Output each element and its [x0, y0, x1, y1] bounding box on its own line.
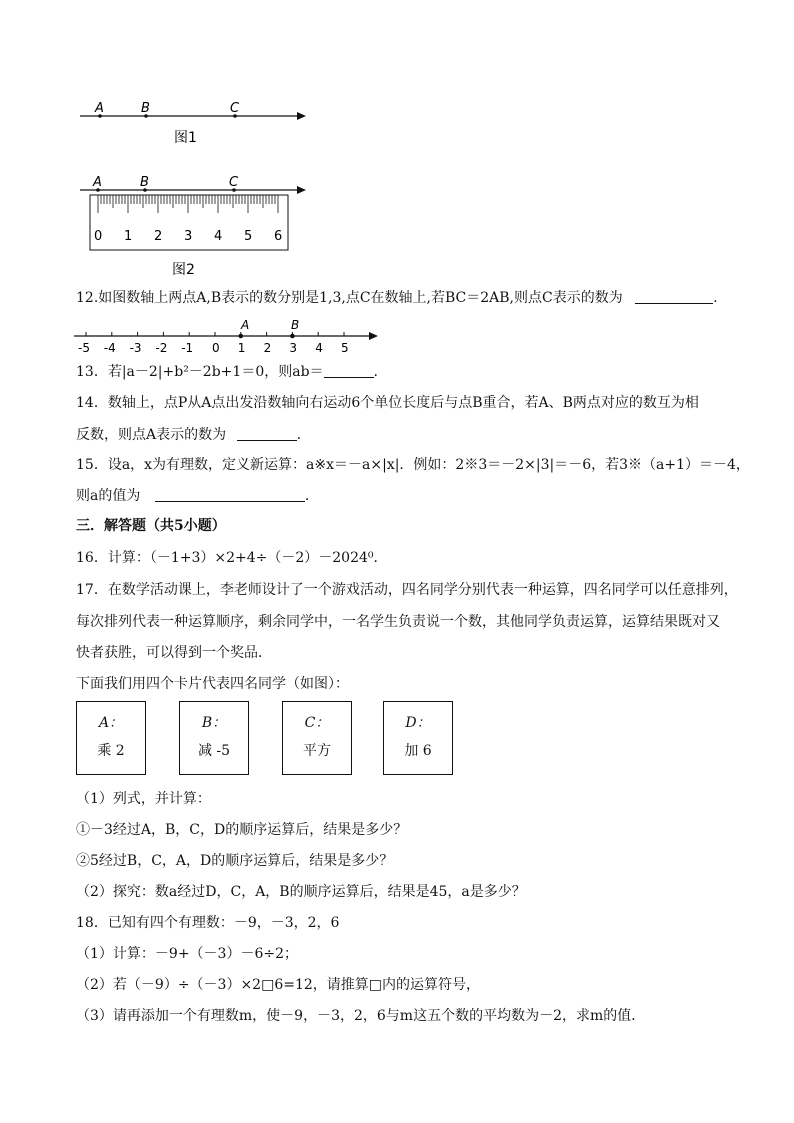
card-b-label: B：	[201, 715, 227, 731]
card-b-op: 减 -5	[197, 743, 231, 759]
number-line-label: -2	[155, 341, 168, 355]
q18-part3: （3）请再添加一个有理数m，使－9，－3，2，6与m这五个数的平均数为－2，求m的值．	[76, 1008, 646, 1024]
number-line-label: -3	[129, 341, 142, 355]
card-a-label: A：	[98, 715, 124, 731]
number-line-label: 5	[341, 341, 349, 355]
question-15-line1: 15．设a，x为有理数，定义新运算：a※x＝－a×|x|．例如：2※3＝－2×|3|＝－6，若3※（a+1）＝－4，	[76, 457, 750, 473]
q14-answer-blank[interactable]	[237, 426, 297, 441]
card-c-label: C：	[304, 715, 330, 731]
card-d-op: 加 6	[404, 743, 432, 759]
q17-part1a: ①－3经过A，B，C，D的顺序运算后，结果是多少？	[76, 822, 408, 838]
number-line-label: -1	[181, 341, 194, 355]
ruler-label: 0	[94, 229, 103, 244]
ruler-label: 6	[274, 229, 283, 244]
fig1-point-c: C	[230, 101, 240, 116]
question-15-line2: 则a的值为 .	[76, 488, 310, 504]
card-c-op: 平方	[303, 743, 331, 759]
fig2-point-a: A	[93, 175, 102, 190]
q17-part1: （1）列式，并计算：	[76, 791, 211, 807]
question-12: 12.如图数轴上两点A,B表示的数分别是1,3,点C在数轴上,若BC＝2AB,则点C表示的数为 .	[76, 290, 718, 306]
card-a	[76, 701, 146, 775]
question-16: 16．计算：（－1+3）×2+4÷（－2）－2024⁰．	[76, 550, 388, 566]
q12-answer-blank[interactable]	[635, 289, 713, 304]
number-line-label: 2	[263, 341, 272, 355]
card-d-label: D：	[405, 715, 431, 731]
fig1-caption: 图1	[174, 130, 197, 146]
number-line-label: 0	[212, 341, 220, 355]
card-a-op: 乘 2	[97, 743, 125, 759]
ruler-label: 3	[184, 229, 193, 244]
number-line-label: -5	[78, 341, 90, 355]
ruler-label: 4	[214, 229, 223, 244]
card-d	[383, 701, 453, 775]
question-18-line1: 18．已知有四个有理数：－9，－3，2，6	[76, 915, 340, 931]
question-17-line1: 17．在数学活动课上，李老师设计了一个游戏活动，四名同学分别代表一种运算，四名同学可以任意排列，	[76, 582, 738, 598]
number-line-label: 1	[237, 341, 246, 355]
number-line-point	[291, 334, 295, 338]
number-line-label: -4	[103, 341, 116, 355]
number-line-point	[239, 334, 243, 338]
question-13: 13．若|a－2|+b²－2b+1＝0，则ab＝ .	[76, 364, 378, 380]
nl-point-a: A	[241, 318, 250, 332]
question-14-line2: 反数，则点A表示的数为 .	[76, 427, 302, 443]
q18-part2: （2）若（－9）÷（－3）×2□6=12，请推算□内的运算符号，	[76, 977, 480, 993]
q18-part1: （1）计算：－9+（－3）－6÷2；	[76, 946, 298, 962]
question-17-line3: 快者获胜，可以得到一个奖品．	[76, 645, 272, 661]
ruler-label: 1	[124, 229, 133, 244]
question-14-line1: 14．数轴上，点P从A点出发沿数轴向右运动6个单位长度后与点B重合，若A、B两点对应的数互为相	[76, 395, 699, 411]
card-b	[179, 701, 249, 775]
figure-2-ruler	[70, 170, 320, 282]
q15-answer-blank[interactable]	[155, 487, 305, 502]
section-3-heading: 三．解答题（共5小题）	[76, 518, 226, 534]
q17-part1b: ②5经过B，C，A，D的顺序运算后，结果是多少？	[76, 853, 394, 869]
ruler-label: 5	[244, 229, 253, 244]
ruler-label: 2	[154, 229, 163, 244]
fig2-point-b: B	[140, 175, 149, 190]
nl-point-b: B	[291, 318, 300, 332]
q12-text: 12.如图数轴上两点A,B表示的数分别是1,3,点C在数轴上,若BC＝2AB,则点C表示的数为	[76, 290, 623, 306]
question-17-line4: 下面我们用四个卡片代表四名同学（如图）：	[76, 676, 349, 692]
fig1-point-a: A	[95, 101, 104, 116]
fig1-point-b: B	[141, 101, 150, 116]
number-line-label: 3	[289, 341, 298, 355]
fig2-point-c: C	[229, 175, 239, 190]
q12-number-line	[70, 314, 390, 356]
q17-part2: （2）探究：数a经过D，C，A，B的顺序运算后，结果是45，a是多少？	[76, 884, 526, 900]
question-17-line2: 每次排列代表一种运算顺序，剩余同学中，一名学生负责说一个数，其他同学负责运算，运算结果既对又	[76, 614, 720, 630]
number-line-label: 4	[315, 341, 323, 355]
q13-answer-blank[interactable]	[324, 363, 374, 378]
card-c	[282, 701, 352, 775]
figure-1-number-line	[70, 96, 320, 156]
fig2-caption: 图2	[172, 262, 195, 278]
